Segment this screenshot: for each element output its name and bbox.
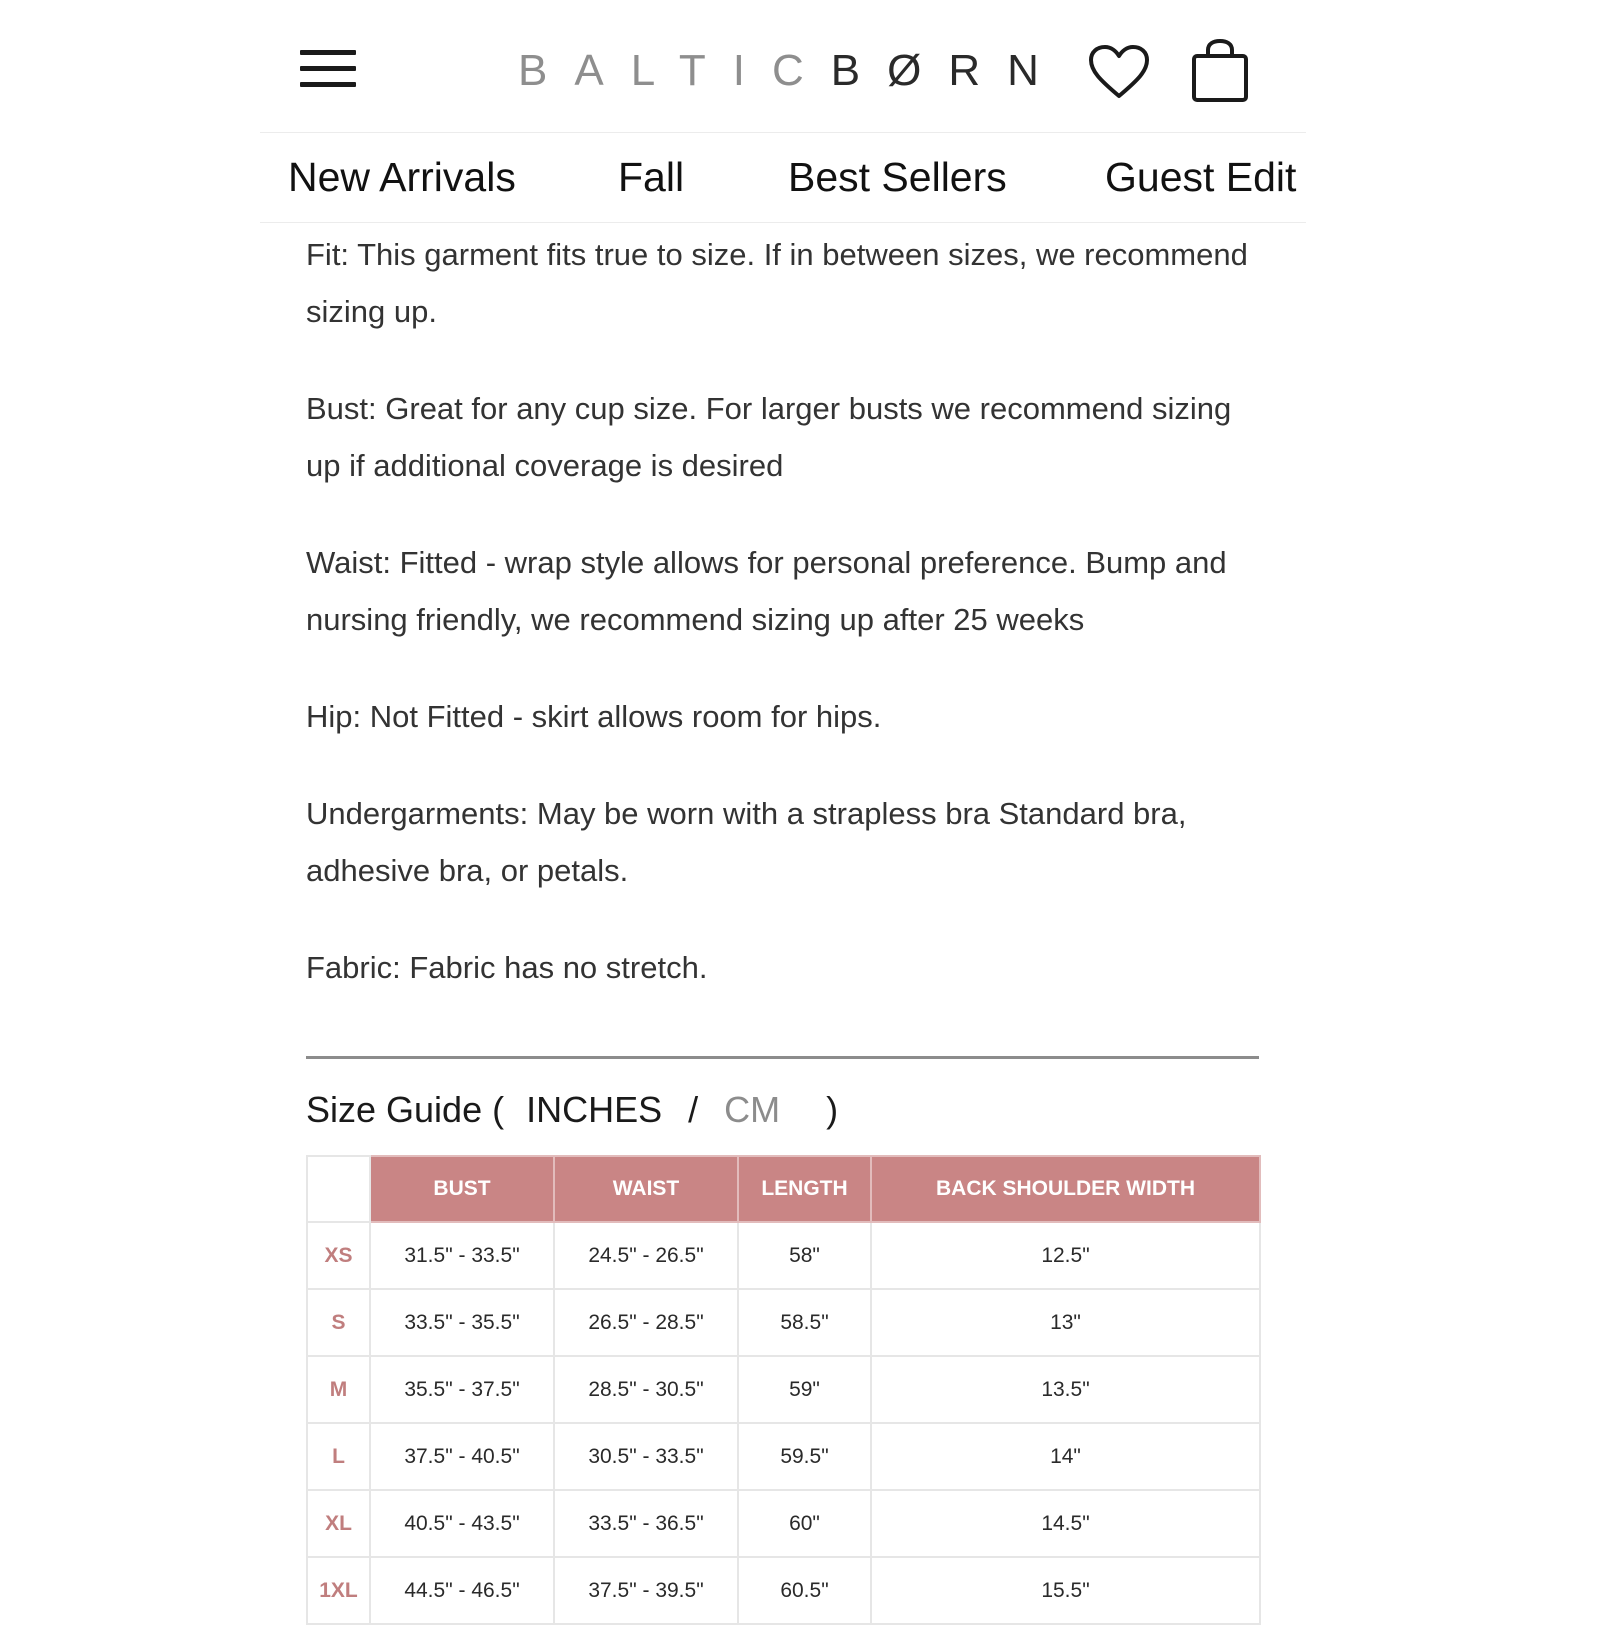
- unit-toggle-cm[interactable]: CM: [724, 1089, 781, 1130]
- shoulder-cell: 13": [871, 1289, 1260, 1356]
- length-cell: 60.5": [738, 1557, 871, 1624]
- detail-bust: Bust: Great for any cup size. For larger busts we recommend sizing up if additional coverage is desired: [306, 391, 1232, 483]
- shoulder-cell: 13.5": [871, 1356, 1260, 1423]
- nav-best-sellers[interactable]: Best Sellers: [788, 154, 1007, 200]
- table-row: [307, 1423, 1260, 1490]
- shoulder-cell: 15.5": [871, 1557, 1260, 1624]
- brand-logo[interactable]: [518, 44, 1066, 98]
- site-header: [260, 0, 1306, 133]
- column-header-waist: WAIST: [554, 1156, 738, 1222]
- size-label: XS: [307, 1222, 370, 1289]
- shoulder-cell: 14": [871, 1423, 1260, 1490]
- detail-fabric: Fabric: Fabric has no stretch.: [306, 950, 708, 985]
- table-row: [307, 1222, 1260, 1289]
- unit-toggle-inches[interactable]: INCHES: [526, 1089, 663, 1130]
- table-corner-cell: [307, 1156, 370, 1222]
- column-header-back-shoulder-width: BACK SHOULDER WIDTH: [871, 1156, 1260, 1222]
- nav-new-arrivals[interactable]: New Arrivals: [288, 154, 516, 200]
- table-row: [307, 1289, 1260, 1356]
- bust-cell: 40.5" - 43.5": [370, 1490, 554, 1557]
- unit-separator: /: [688, 1089, 699, 1130]
- heart-icon[interactable]: [1088, 44, 1150, 100]
- size-guide-heading: [306, 1088, 838, 1132]
- waist-cell: 28.5" - 30.5": [554, 1356, 738, 1423]
- shoulder-cell: 12.5": [871, 1222, 1260, 1289]
- column-header-bust: BUST: [370, 1156, 554, 1222]
- detail-fit: Fit: This garment fits true to size. If in between sizes, we recommend sizing up.: [306, 237, 1248, 329]
- table-row: [307, 1557, 1260, 1624]
- size-guide-close-paren: ): [826, 1089, 839, 1130]
- size-label: 1XL: [307, 1557, 370, 1624]
- size-guide-title: Size Guide (: [306, 1089, 505, 1130]
- main-nav: [260, 132, 1306, 223]
- length-cell: 59": [738, 1356, 871, 1423]
- waist-cell: 30.5" - 33.5": [554, 1423, 738, 1490]
- bust-cell: 44.5" - 46.5": [370, 1557, 554, 1624]
- bust-cell: 35.5" - 37.5": [370, 1356, 554, 1423]
- length-cell: 58.5": [738, 1289, 871, 1356]
- bust-cell: 31.5" - 33.5": [370, 1222, 554, 1289]
- size-label: S: [307, 1289, 370, 1356]
- size-label: XL: [307, 1490, 370, 1557]
- shopping-bag-icon[interactable]: [1190, 38, 1250, 104]
- bust-cell: 37.5" - 40.5": [370, 1423, 554, 1490]
- shoulder-cell: 14.5": [871, 1490, 1260, 1557]
- size-label: L: [307, 1423, 370, 1490]
- waist-cell: 33.5" - 36.5": [554, 1490, 738, 1557]
- table-row: [307, 1356, 1260, 1423]
- length-cell: 59.5": [738, 1423, 871, 1490]
- length-cell: 58": [738, 1222, 871, 1289]
- bust-cell: 33.5" - 35.5": [370, 1289, 554, 1356]
- detail-hip: Hip: Not Fitted - skirt allows room for hips.: [306, 699, 882, 734]
- size-label: M: [307, 1356, 370, 1423]
- waist-cell: 37.5" - 39.5": [554, 1557, 738, 1624]
- table-header-row: [307, 1156, 1260, 1222]
- length-cell: 60": [738, 1490, 871, 1557]
- waist-cell: 26.5" - 28.5": [554, 1289, 738, 1356]
- nav-fall[interactable]: Fall: [618, 154, 685, 200]
- product-details: [306, 226, 1266, 1036]
- logo-part-born: BØRN: [830, 46, 1066, 95]
- detail-waist: Waist: Fitted - wrap style allows for personal preference. Bump and nursing friendly, we recommend sizing up after 25 weeks: [306, 545, 1227, 637]
- logo-part-baltic: BALTIC: [518, 46, 831, 95]
- waist-cell: 24.5" - 26.5": [554, 1222, 738, 1289]
- section-divider: [306, 1056, 1259, 1059]
- nav-guest-edit[interactable]: Guest Edit: [1105, 154, 1297, 200]
- menu-icon[interactable]: [300, 50, 358, 92]
- table-row: [307, 1490, 1260, 1557]
- size-guide-table: [306, 1155, 1261, 1625]
- detail-undergarments: Undergarments: May be worn with a strapless bra Standard bra, adhesive bra, or petals.: [306, 796, 1187, 888]
- column-header-length: LENGTH: [738, 1156, 871, 1222]
